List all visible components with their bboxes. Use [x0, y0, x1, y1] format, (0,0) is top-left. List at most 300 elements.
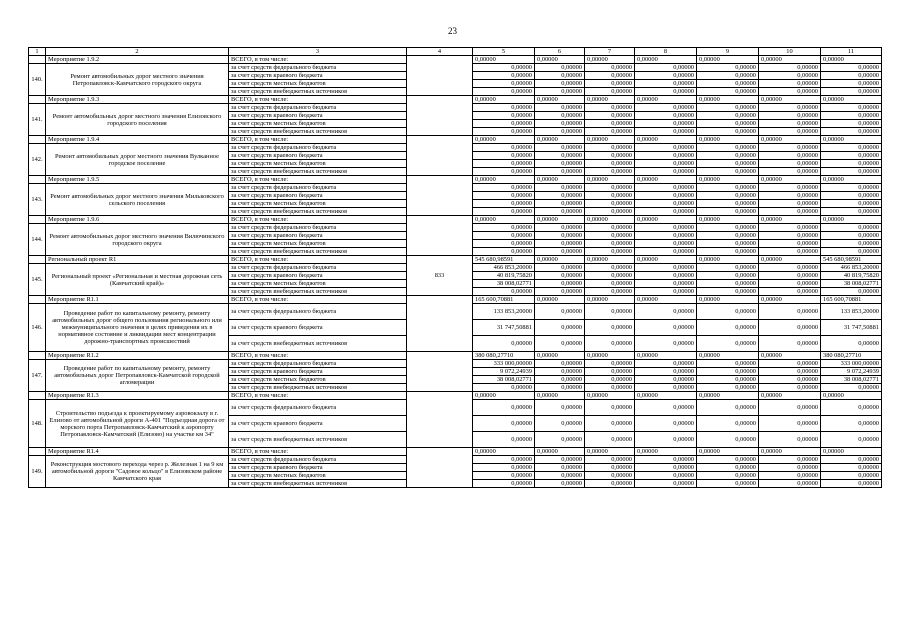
- value-cell: 0,00000: [585, 272, 635, 280]
- value-cell: 0,00000: [759, 280, 821, 288]
- value-cell: 0,00000: [697, 232, 759, 240]
- value-cell: 0,00000: [759, 360, 821, 368]
- value-cell: 466 853,20000: [473, 264, 535, 272]
- value-cell: 0,00000: [635, 144, 697, 152]
- value-cell: 0,00000: [585, 144, 635, 152]
- value-cell: 0,00000: [759, 152, 821, 160]
- value-cell: 0,00000: [697, 320, 759, 336]
- value-cell: 0,00000: [821, 120, 882, 128]
- value-cell: 0,00000: [635, 400, 697, 416]
- row-number-empty: [29, 448, 46, 456]
- value-cell: 9 072,24939: [821, 368, 882, 376]
- value-cell: 380 080,27710: [473, 352, 535, 360]
- row-number: 141.: [29, 104, 46, 136]
- value-cell: 0,00000: [473, 56, 535, 64]
- value-cell: 0,00000: [635, 152, 697, 160]
- funding-source-label: за счет средств краевого бюджета: [229, 320, 407, 336]
- value-cell: 0,00000: [759, 184, 821, 192]
- value-cell: 0,00000: [759, 376, 821, 384]
- value-cell: 333 000,00000: [473, 360, 535, 368]
- value-cell: 0,00000: [473, 400, 535, 416]
- column-number-4: 4: [407, 48, 473, 56]
- funding-source-label: за счет средств краевого бюджета: [229, 152, 407, 160]
- event-title: Мероприятие R1.4: [46, 448, 229, 456]
- value-cell: 0,00000: [473, 184, 535, 192]
- value-cell: 0,00000: [759, 456, 821, 464]
- event-name: Проведение работ по капитальному ремонту, ремонту автомобильных дорог общего пользования регионального или межмуниципального значения в целях приведения их в нормативное состояние и ликвидации мест концентрации дорожно-транспортных происшествий: [46, 304, 229, 352]
- value-cell: 0,00000: [635, 64, 697, 72]
- value-cell: 0,00000: [585, 168, 635, 176]
- value-cell: 0,00000: [585, 480, 635, 488]
- value-cell: 0,00000: [635, 104, 697, 112]
- value-cell: 0,00000: [697, 336, 759, 352]
- value-cell: 0,00000: [635, 160, 697, 168]
- value-cell: 0,00000: [759, 384, 821, 392]
- value-cell: 165 600,70881: [821, 296, 882, 304]
- funding-source-label: за счет средств местных бюджетов: [229, 280, 407, 288]
- value-cell: 0,00000: [759, 264, 821, 272]
- value-cell: 0,00000: [759, 416, 821, 432]
- row-number: 147.: [29, 360, 46, 392]
- value-cell: 466 853,20000: [821, 264, 882, 272]
- value-cell: 0,00000: [635, 480, 697, 488]
- value-cell: 0,00000: [821, 472, 882, 480]
- value-cell: 38 008,02771: [821, 376, 882, 384]
- funding-source-label: за счет средств местных бюджетов: [229, 120, 407, 128]
- value-cell: 0,00000: [585, 256, 635, 264]
- budget-code: [407, 352, 473, 392]
- value-cell: 0,00000: [759, 480, 821, 488]
- value-cell: 0,00000: [821, 208, 882, 216]
- value-cell: 0,00000: [821, 240, 882, 248]
- value-cell: 0,00000: [759, 232, 821, 240]
- value-cell: 0,00000: [635, 192, 697, 200]
- funding-source-label: за счет средств краевого бюджета: [229, 232, 407, 240]
- funding-source-label: ВСЕГО, в том числе:: [229, 296, 407, 304]
- column-number-3: 3: [229, 48, 407, 56]
- value-cell: 0,00000: [697, 256, 759, 264]
- value-cell: 0,00000: [635, 248, 697, 256]
- funding-source-label: за счет средств федерального бюджета: [229, 304, 407, 320]
- value-cell: 0,00000: [821, 232, 882, 240]
- value-cell: 0,00000: [585, 392, 635, 400]
- table-row: [29, 56, 882, 64]
- value-cell: 0,00000: [697, 464, 759, 472]
- table-row: [29, 176, 882, 184]
- value-cell: 0,00000: [821, 152, 882, 160]
- value-cell: 0,00000: [535, 184, 585, 192]
- value-cell: 0,00000: [535, 400, 585, 416]
- column-number-6: 6: [535, 48, 585, 56]
- value-cell: 0,00000: [759, 96, 821, 104]
- value-cell: 545 680,98591: [473, 256, 535, 264]
- value-cell: 0,00000: [535, 168, 585, 176]
- value-cell: 0,00000: [759, 432, 821, 448]
- value-cell: 133 853,20000: [473, 304, 535, 320]
- value-cell: 0,00000: [535, 232, 585, 240]
- value-cell: 0,00000: [759, 304, 821, 320]
- value-cell: 0,00000: [585, 192, 635, 200]
- value-cell: 0,00000: [821, 456, 882, 464]
- value-cell: 31 747,50881: [473, 320, 535, 336]
- funding-source-label: за счет средств краевого бюджета: [229, 72, 407, 80]
- value-cell: 0,00000: [759, 72, 821, 80]
- funding-source-label: за счет средств внебюджетных источников: [229, 248, 407, 256]
- value-cell: 0,00000: [635, 304, 697, 320]
- value-cell: 0,00000: [535, 224, 585, 232]
- value-cell: 0,00000: [697, 120, 759, 128]
- funding-source-label: ВСЕГО, в том числе:: [229, 216, 407, 224]
- value-cell: 0,00000: [759, 224, 821, 232]
- value-cell: 0,00000: [585, 360, 635, 368]
- value-cell: 0,00000: [821, 392, 882, 400]
- row-number: 140.: [29, 64, 46, 96]
- value-cell: 0,00000: [535, 192, 585, 200]
- value-cell: 0,00000: [585, 200, 635, 208]
- event-name: Ремонт автомобильных дорог местного значения Елизовского городского поселения: [46, 104, 229, 136]
- value-cell: 0,00000: [697, 192, 759, 200]
- value-cell: 0,00000: [473, 80, 535, 88]
- column-number-2: 2: [46, 48, 229, 56]
- row-number-empty: [29, 392, 46, 400]
- value-cell: 0,00000: [473, 384, 535, 392]
- value-cell: 38 008,02771: [473, 280, 535, 288]
- value-cell: 0,00000: [535, 208, 585, 216]
- funding-source-label: за счет средств внебюджетных источников: [229, 168, 407, 176]
- column-number-10: 10: [759, 48, 821, 56]
- event-name: Строительство подъезда к проектируемому аэровокзалу в г. Елизово от автомобильной дороги А-401 "Подъездная дорога от морского порта Петропавловск-Камчатский к аэропорту Петропавловск-Камчатский (Елизово) на участке км 34": [46, 400, 229, 448]
- value-cell: 0,00000: [635, 80, 697, 88]
- value-cell: 0,00000: [697, 288, 759, 296]
- value-cell: 0,00000: [473, 104, 535, 112]
- value-cell: 0,00000: [821, 144, 882, 152]
- value-cell: 0,00000: [759, 160, 821, 168]
- value-cell: 0,00000: [759, 240, 821, 248]
- funding-source-label: за счет средств федерального бюджета: [229, 104, 407, 112]
- value-cell: 0,00000: [759, 400, 821, 416]
- value-cell: 0,00000: [535, 120, 585, 128]
- value-cell: 0,00000: [535, 464, 585, 472]
- funding-source-label: за счет средств внебюджетных источников: [229, 208, 407, 216]
- row-number-empty: [29, 176, 46, 184]
- budget-code: 833: [407, 256, 473, 296]
- value-cell: 0,00000: [635, 224, 697, 232]
- value-cell: 0,00000: [759, 368, 821, 376]
- funding-source-label: за счет средств федерального бюджета: [229, 144, 407, 152]
- funding-source-label: за счет средств внебюджетных источников: [229, 88, 407, 96]
- value-cell: 0,00000: [821, 88, 882, 96]
- value-cell: 0,00000: [585, 432, 635, 448]
- value-cell: 0,00000: [635, 448, 697, 456]
- value-cell: 165 600,70881: [473, 296, 535, 304]
- value-cell: 0,00000: [535, 416, 585, 432]
- value-cell: 0,00000: [535, 248, 585, 256]
- value-cell: 0,00000: [585, 104, 635, 112]
- value-cell: 0,00000: [585, 232, 635, 240]
- funding-source-label: за счет средств федерального бюджета: [229, 184, 407, 192]
- value-cell: 0,00000: [635, 216, 697, 224]
- value-cell: 0,00000: [585, 320, 635, 336]
- value-cell: 0,00000: [585, 160, 635, 168]
- value-cell: 40 819,75820: [473, 272, 535, 280]
- value-cell: 0,00000: [759, 192, 821, 200]
- value-cell: 0,00000: [635, 232, 697, 240]
- value-cell: 0,00000: [585, 400, 635, 416]
- value-cell: 0,00000: [821, 216, 882, 224]
- value-cell: 0,00000: [535, 88, 585, 96]
- value-cell: 0,00000: [535, 472, 585, 480]
- value-cell: 0,00000: [697, 152, 759, 160]
- value-cell: 0,00000: [759, 144, 821, 152]
- value-cell: 0,00000: [473, 464, 535, 472]
- funding-source-label: ВСЕГО, в том числе:: [229, 448, 407, 456]
- value-cell: 0,00000: [473, 208, 535, 216]
- value-cell: 0,00000: [635, 256, 697, 264]
- value-cell: 0,00000: [473, 472, 535, 480]
- funding-source-label: за счет средств федерального бюджета: [229, 224, 407, 232]
- funding-source-label: ВСЕГО, в том числе:: [229, 136, 407, 144]
- value-cell: 0,00000: [821, 184, 882, 192]
- value-cell: 0,00000: [821, 448, 882, 456]
- budget-code: [407, 392, 473, 448]
- funding-source-label: за счет средств внебюджетных источников: [229, 432, 407, 448]
- value-cell: 0,00000: [585, 288, 635, 296]
- value-cell: 0,00000: [585, 280, 635, 288]
- value-cell: 0,00000: [821, 480, 882, 488]
- value-cell: 0,00000: [635, 96, 697, 104]
- value-cell: 0,00000: [535, 144, 585, 152]
- value-cell: 0,00000: [473, 112, 535, 120]
- value-cell: 0,00000: [635, 352, 697, 360]
- value-cell: 0,00000: [821, 336, 882, 352]
- row-number-empty: [29, 96, 46, 104]
- value-cell: 0,00000: [585, 120, 635, 128]
- value-cell: 31 747,50881: [821, 320, 882, 336]
- row-number-empty: [29, 256, 46, 264]
- event-title: Мероприятие 1.9.5: [46, 176, 229, 184]
- funding-source-label: за счет средств краевого бюджета: [229, 368, 407, 376]
- value-cell: 0,00000: [821, 400, 882, 416]
- event-title: Мероприятие 1.9.2: [46, 56, 229, 64]
- table-row: [29, 136, 882, 144]
- value-cell: 0,00000: [697, 360, 759, 368]
- value-cell: 0,00000: [697, 216, 759, 224]
- value-cell: 0,00000: [821, 464, 882, 472]
- value-cell: 0,00000: [585, 80, 635, 88]
- value-cell: 0,00000: [697, 160, 759, 168]
- row-number-empty: [29, 296, 46, 304]
- value-cell: 0,00000: [473, 216, 535, 224]
- value-cell: 0,00000: [821, 96, 882, 104]
- value-cell: 0,00000: [759, 296, 821, 304]
- value-cell: 0,00000: [759, 136, 821, 144]
- column-number-1: 1: [29, 48, 46, 56]
- budget-code: [407, 136, 473, 176]
- value-cell: 0,00000: [697, 200, 759, 208]
- value-cell: 0,00000: [759, 168, 821, 176]
- value-cell: 0,00000: [635, 208, 697, 216]
- value-cell: 0,00000: [697, 368, 759, 376]
- value-cell: 0,00000: [585, 368, 635, 376]
- row-number: 144.: [29, 224, 46, 256]
- value-cell: 0,00000: [535, 320, 585, 336]
- value-cell: 0,00000: [759, 120, 821, 128]
- value-cell: 0,00000: [473, 336, 535, 352]
- funding-source-label: за счет средств федерального бюджета: [229, 64, 407, 72]
- value-cell: 0,00000: [585, 448, 635, 456]
- value-cell: 0,00000: [759, 352, 821, 360]
- value-cell: 0,00000: [635, 240, 697, 248]
- value-cell: 0,00000: [585, 224, 635, 232]
- column-number-7: 7: [585, 48, 635, 56]
- value-cell: 0,00000: [585, 472, 635, 480]
- value-cell: 0,00000: [697, 144, 759, 152]
- event-name: Ремонт автомобильных дорог местного значения Вилючинского городского округа: [46, 224, 229, 256]
- value-cell: 0,00000: [635, 288, 697, 296]
- value-cell: 0,00000: [697, 384, 759, 392]
- value-cell: 0,00000: [535, 296, 585, 304]
- value-cell: 0,00000: [585, 96, 635, 104]
- value-cell: 0,00000: [635, 360, 697, 368]
- value-cell: 0,00000: [635, 112, 697, 120]
- funding-source-label: за счет средств местных бюджетов: [229, 160, 407, 168]
- value-cell: 0,00000: [759, 248, 821, 256]
- value-cell: 0,00000: [697, 208, 759, 216]
- value-cell: 0,00000: [585, 248, 635, 256]
- event-title: Мероприятие R1.1: [46, 296, 229, 304]
- value-cell: 0,00000: [535, 432, 585, 448]
- value-cell: 0,00000: [585, 376, 635, 384]
- value-cell: 0,00000: [635, 128, 697, 136]
- value-cell: 0,00000: [585, 384, 635, 392]
- value-cell: 0,00000: [535, 160, 585, 168]
- value-cell: 0,00000: [759, 288, 821, 296]
- value-cell: 0,00000: [635, 200, 697, 208]
- value-cell: 0,00000: [473, 72, 535, 80]
- value-cell: 0,00000: [821, 200, 882, 208]
- value-cell: 0,00000: [585, 184, 635, 192]
- value-cell: 0,00000: [821, 64, 882, 72]
- funding-source-label: за счет средств местных бюджетов: [229, 200, 407, 208]
- value-cell: 0,00000: [473, 416, 535, 432]
- value-cell: 0,00000: [697, 448, 759, 456]
- value-cell: 0,00000: [535, 72, 585, 80]
- table-row: [29, 352, 882, 360]
- value-cell: 0,00000: [821, 56, 882, 64]
- value-cell: 0,00000: [697, 432, 759, 448]
- funding-source-label: за счет средств федерального бюджета: [229, 360, 407, 368]
- funding-source-label: ВСЕГО, в том числе:: [229, 256, 407, 264]
- funding-source-label: ВСЕГО, в том числе:: [229, 96, 407, 104]
- value-cell: 0,00000: [473, 248, 535, 256]
- table-row: [29, 448, 882, 456]
- value-cell: 0,00000: [821, 128, 882, 136]
- value-cell: 0,00000: [585, 208, 635, 216]
- value-cell: 0,00000: [635, 176, 697, 184]
- value-cell: 0,00000: [473, 160, 535, 168]
- value-cell: 0,00000: [635, 264, 697, 272]
- value-cell: 0,00000: [473, 432, 535, 448]
- value-cell: 380 080,27710: [821, 352, 882, 360]
- table-row: [29, 296, 882, 304]
- value-cell: 0,00000: [759, 80, 821, 88]
- value-cell: 0,00000: [473, 232, 535, 240]
- value-cell: 0,00000: [473, 136, 535, 144]
- value-cell: 0,00000: [473, 288, 535, 296]
- budget-code: [407, 96, 473, 136]
- value-cell: 0,00000: [635, 376, 697, 384]
- value-cell: 0,00000: [585, 64, 635, 72]
- funding-source-label: ВСЕГО, в том числе:: [229, 352, 407, 360]
- value-cell: 0,00000: [759, 320, 821, 336]
- value-cell: 0,00000: [535, 480, 585, 488]
- row-number-empty: [29, 136, 46, 144]
- value-cell: 0,00000: [535, 136, 585, 144]
- value-cell: 0,00000: [473, 88, 535, 96]
- value-cell: 545 680,98591: [821, 256, 882, 264]
- value-cell: 0,00000: [585, 128, 635, 136]
- value-cell: 0,00000: [535, 176, 585, 184]
- value-cell: 0,00000: [535, 448, 585, 456]
- value-cell: 0,00000: [585, 304, 635, 320]
- value-cell: 0,00000: [759, 336, 821, 352]
- value-cell: 0,00000: [697, 280, 759, 288]
- value-cell: 0,00000: [697, 112, 759, 120]
- value-cell: 0,00000: [697, 136, 759, 144]
- value-cell: 0,00000: [697, 128, 759, 136]
- value-cell: 0,00000: [635, 472, 697, 480]
- value-cell: 0,00000: [585, 416, 635, 432]
- value-cell: 0,00000: [759, 128, 821, 136]
- value-cell: 0,00000: [535, 256, 585, 264]
- value-cell: 0,00000: [473, 480, 535, 488]
- funding-source-label: ВСЕГО, в том числе:: [229, 56, 407, 64]
- value-cell: 0,00000: [535, 368, 585, 376]
- funding-source-label: за счет средств местных бюджетов: [229, 240, 407, 248]
- value-cell: 0,00000: [697, 400, 759, 416]
- value-cell: 0,00000: [759, 200, 821, 208]
- value-cell: 0,00000: [535, 280, 585, 288]
- value-cell: 0,00000: [697, 472, 759, 480]
- value-cell: 0,00000: [759, 112, 821, 120]
- row-number: 148.: [29, 400, 46, 448]
- event-name: Ремонт автомобильных дорог местного значения Мильковского сельского поселения: [46, 184, 229, 216]
- value-cell: 0,00000: [697, 168, 759, 176]
- budget-code: [407, 56, 473, 96]
- budget-code: [407, 448, 473, 488]
- value-cell: 40 819,75820: [821, 272, 882, 280]
- value-cell: 0,00000: [697, 88, 759, 96]
- value-cell: 0,00000: [697, 264, 759, 272]
- value-cell: 0,00000: [821, 72, 882, 80]
- event-title: Мероприятие R1.3: [46, 392, 229, 400]
- funding-source-label: за счет средств федерального бюджета: [229, 456, 407, 464]
- event-title: Региональный проект R1: [46, 256, 229, 264]
- value-cell: 0,00000: [585, 464, 635, 472]
- value-cell: 0,00000: [697, 104, 759, 112]
- column-number-8: 8: [635, 48, 697, 56]
- value-cell: 0,00000: [535, 392, 585, 400]
- event-title: Мероприятие 1.9.6: [46, 216, 229, 224]
- event-title: Мероприятие R1.2: [46, 352, 229, 360]
- table-body: [29, 48, 882, 488]
- table-row: [29, 256, 882, 264]
- value-cell: 0,00000: [697, 416, 759, 432]
- funding-source-label: за счет средств краевого бюджета: [229, 192, 407, 200]
- value-cell: 0,00000: [821, 384, 882, 392]
- value-cell: 0,00000: [759, 104, 821, 112]
- value-cell: 0,00000: [697, 352, 759, 360]
